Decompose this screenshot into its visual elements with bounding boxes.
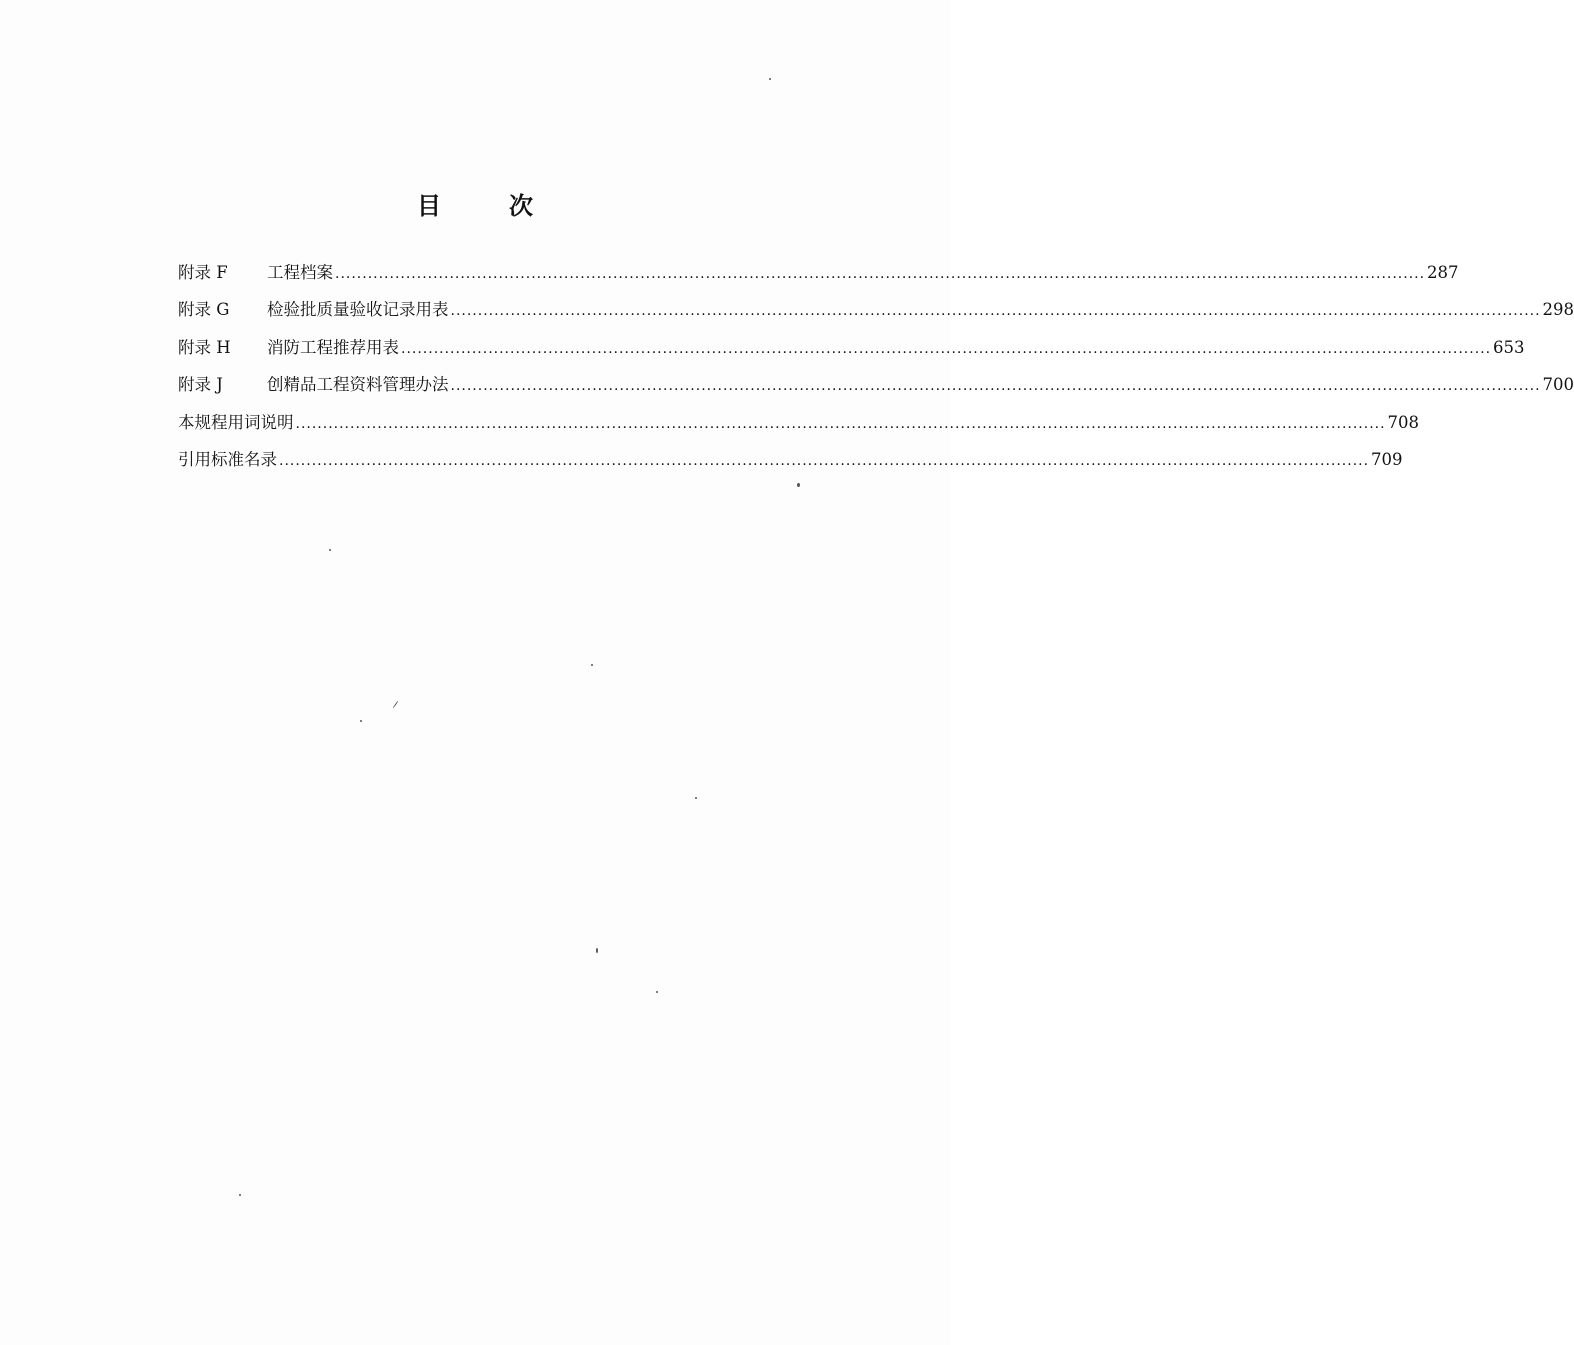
scan-speck bbox=[329, 549, 331, 551]
toc-entry[interactable] bbox=[178, 371, 1574, 408]
scan-speck bbox=[695, 797, 697, 799]
toc-entry-title: 本规程用词说明 bbox=[178, 412, 294, 432]
scan-speck bbox=[591, 664, 593, 666]
toc-entry-prefix: 附录 H bbox=[178, 337, 231, 357]
scan-speck bbox=[656, 991, 658, 993]
toc-entry[interactable] bbox=[178, 296, 1574, 333]
toc-entry-title: 引用标准名录 bbox=[178, 449, 277, 469]
table-of-contents bbox=[178, 259, 1574, 483]
toc-entry-title: 检验批质量验收记录用表 bbox=[267, 300, 449, 320]
toc-dot-leader: ........................................................................................................................................................................................................ bbox=[450, 303, 1541, 320]
toc-dot-leader: ........................................................................................................................................................................................................ bbox=[401, 340, 1492, 357]
toc-entry-title: 创精品工程资料管理办法 bbox=[267, 375, 449, 395]
scan-speck bbox=[769, 78, 771, 80]
toc-dot-leader: ........................................................................................................................................................................................................ bbox=[279, 452, 1370, 469]
toc-entry-page: 709 bbox=[1371, 449, 1403, 469]
scan-speck bbox=[239, 1194, 241, 1196]
toc-entry-page: 653 bbox=[1493, 337, 1525, 357]
toc-entry-title: 工程档案 bbox=[267, 263, 333, 282]
toc-dot-leader: ........................................................................................................................................................................................................ bbox=[335, 266, 1426, 282]
toc-entry-prefix: 附录 G bbox=[178, 300, 230, 320]
scan-speck bbox=[393, 701, 399, 709]
toc-dot-leader: ........................................................................................................................................................................................................ bbox=[450, 378, 1541, 395]
toc-entry-page: 298 bbox=[1542, 300, 1574, 320]
toc-entry-page: 708 bbox=[1387, 412, 1420, 432]
toc-entry-prefix: 附录 F bbox=[178, 263, 228, 282]
toc-dot-leader: ........................................................................................................................................................................................................ bbox=[295, 415, 1386, 432]
toc-entry-page: 287 bbox=[1427, 263, 1459, 282]
toc-entry-prefix: 附录 J bbox=[178, 375, 223, 395]
toc-entry[interactable] bbox=[178, 446, 1403, 483]
scan-speck bbox=[596, 948, 598, 953]
toc-entry-title: 消防工程推荐用表 bbox=[267, 337, 399, 357]
scan-speck bbox=[797, 483, 800, 487]
scan-speck bbox=[360, 720, 362, 722]
toc-entry[interactable] bbox=[178, 334, 1525, 371]
page-title: 目 次 bbox=[417, 191, 555, 220]
toc-entry[interactable] bbox=[178, 259, 1459, 296]
toc-entry-page: 700 bbox=[1542, 375, 1574, 395]
toc-entry[interactable] bbox=[178, 409, 1420, 446]
